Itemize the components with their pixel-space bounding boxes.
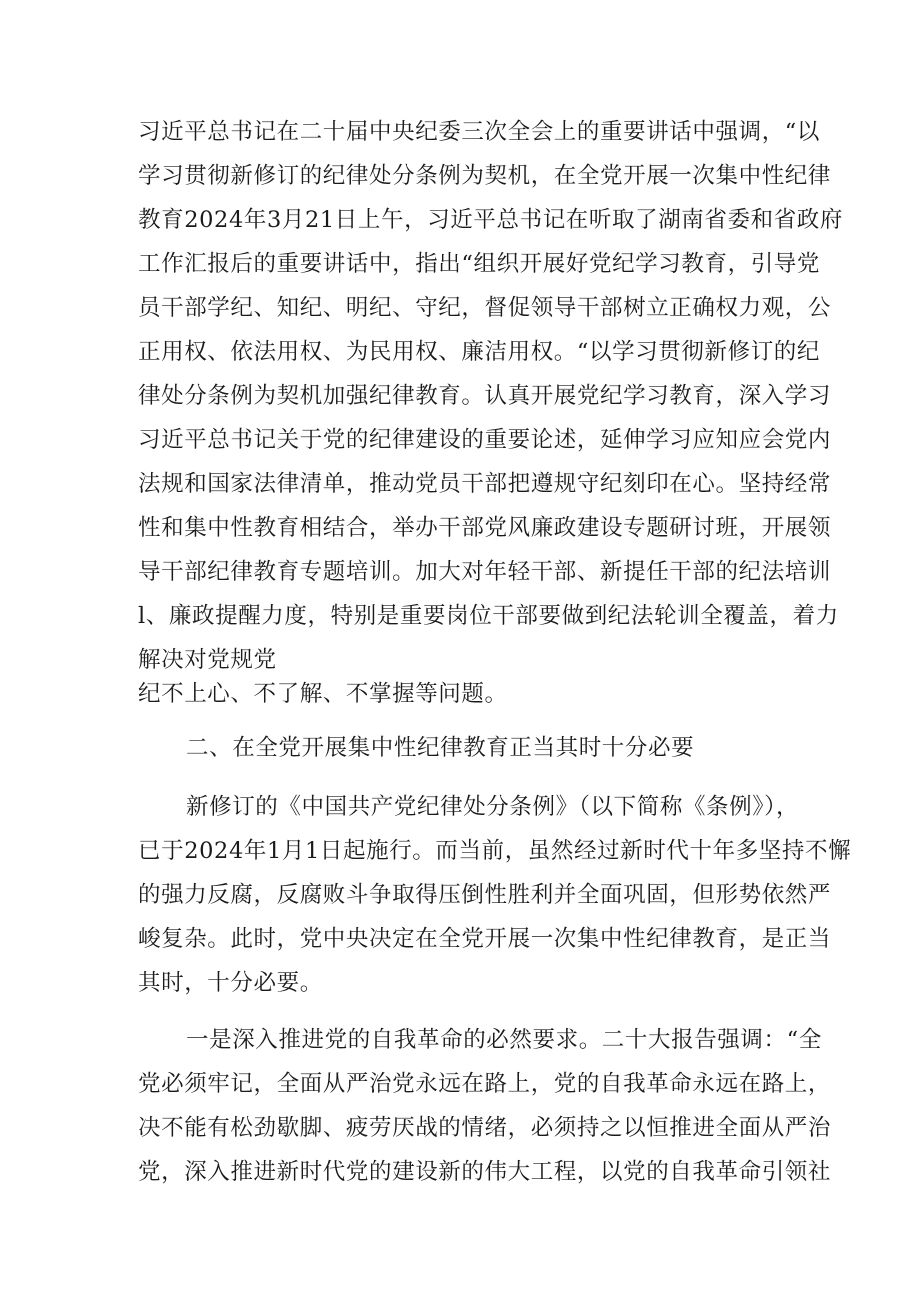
- paragraph-1-line-5: 员干部学纪、知纪、明纪、守纪，督促领导干部树立正确权力观，公: [138, 295, 832, 321]
- paragraph-1-line-2: 学习贯彻新修订的纪律处分条例为契机，在全党开展一次集中性纪律: [138, 163, 832, 189]
- paragraph-1-line-7: 律处分条例为契机加强纪律教育。认真开展党纪学习教育，深入学习: [138, 383, 832, 409]
- paragraph-1-line-10: 性和集中性教育相结合，举办干部党风廉政建设专题研讨班，开展领: [138, 515, 832, 541]
- paragraph-1-line-13: 解决对党规党: [138, 647, 277, 673]
- paragraph-1-line-12: l、廉政提醒力度，特别是重要岗位干部要做到纪法轮训全覆盖，着力: [138, 603, 839, 629]
- paragraph-3-line-3: 决不能有松劲歇脚、疲劳厌战的情绪，必须持之以恒推进全面从严治: [138, 1115, 832, 1141]
- paragraph-1-line-4: 工作汇报后的重要讲话中，指出“组织开展好党纪学习教育，引导党: [138, 251, 821, 277]
- paragraph-2-line-1: 新修订的《中国共产党纪律处分条例》（以下简称《条例》），: [186, 794, 800, 820]
- paragraph-2-line-5: 其时，十分必要。: [138, 970, 323, 996]
- paragraph-2-line-4: 峻复杂。此时，党中央决定在全党开展一次集中性纪律教育，是正当: [138, 926, 832, 952]
- paragraph-3-line-1: 一是深入推进党的自我革命的必然要求。二十大报告强调：“全: [186, 1027, 822, 1053]
- section-heading: 二、在全党开展集中性纪律教育正当其时十分必要: [186, 735, 695, 761]
- paragraph-1-line-6: 正用权、依法用权、为民用权、廉洁用权。“以学习贯彻新修订的纪: [138, 339, 821, 365]
- paragraph-1-line-3: 教育2024年3月21日上午，习近平总书记在听取了湖南省委和省政府: [138, 207, 844, 233]
- paragraph-1-line-8: 习近平总书记关于党的纪律建设的重要论述，延伸学习应知应会党内: [138, 427, 832, 453]
- paragraph-1-line-14: 纪不上心、不了解、不掌握等问题。: [138, 681, 508, 707]
- paragraph-2-line-2: 已于2024年1月1日起施行。而当前，虽然经过新时代十年多坚持不懈: [138, 838, 852, 864]
- paragraph-1-line-9: 法规和国家法律清单，推动党员干部把遵规守纪刻印在心。坚持经常: [138, 471, 832, 497]
- paragraph-3-line-4: 党，深入推进新时代党的建设新的伟大工程，以党的自我革命引领社: [138, 1159, 832, 1185]
- paragraph-2-line-3: 的强力反腐，反腐败斗争取得压倒性胜利并全面巩固，但形势依然严: [138, 882, 832, 908]
- paragraph-1-line-11: 导干部纪律教育专题培训。加大对年轻干部、新提任干部的纪法培训: [138, 559, 832, 585]
- paragraph-3-line-2: 党必须牢记，全面从严治党永远在路上，党的自我革命永远在路上，: [138, 1071, 832, 1097]
- paragraph-1-line-1: 习近平总书记在二十届中央纪委三次全会上的重要讲话中强调，“以: [138, 119, 821, 145]
